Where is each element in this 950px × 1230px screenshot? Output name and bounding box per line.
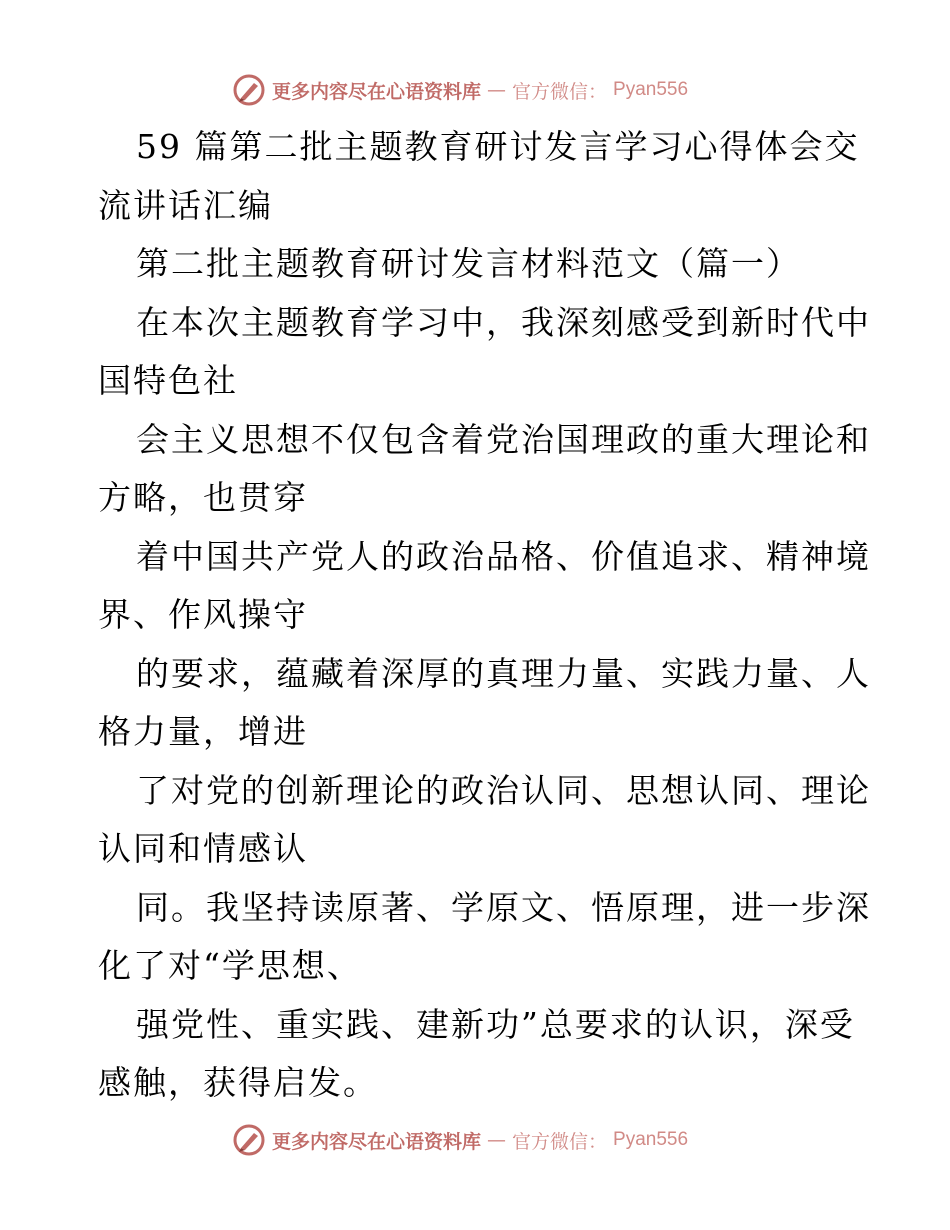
text-line: 第二批主题教育研讨发言材料范文（篇一） [136,244,801,283]
header-watermark [232,70,752,110]
text-line: 认同和情感认 [98,829,308,868]
text-line: 国特色社 [98,361,238,400]
text-line: 会主义思想不仅包含着党治国理政的重大理论和 [136,419,871,459]
watermark-dash: — [487,1129,507,1151]
watermark-main-text: 更多内容尽在心语资料库 [272,1130,482,1153]
text-line: 化了对“学思想、 [98,946,362,985]
footer-watermark [232,1120,752,1160]
watermark-wechat-id: Pyan556 [613,79,689,100]
document-body [98,118,871,1113]
watermark-sub-text: 官方微信： [512,1130,608,1153]
text-line: 方略，也贯穿 [98,478,308,517]
text-line: 在本次主题教育学习中，我深刻感受到新时代中 [136,302,871,342]
watermark-sub-text: 官方微信： [512,80,608,103]
text-line: 的要求，蕴藏着深厚的真理力量、实践力量、人 [136,653,871,693]
text-line: 流讲话汇编 [98,185,273,225]
pen-logo-icon [232,73,266,107]
text-line: 界、作风操守 [98,595,308,634]
watermark-dash: — [487,79,507,101]
watermark-main-text: 更多内容尽在心语资料库 [272,80,482,103]
text-line: 了对党的创新理论的政治认同、思想认同、理论 [136,770,871,810]
text-line: 59 篇第二批主题教育研讨发言学习心得体会交 [136,127,860,166]
text-line: 感触，获得启发。 [98,1063,378,1102]
text-line: 同。我坚持读原著、学原文、悟原理，进一步深 [136,887,871,927]
pen-logo-icon [232,1123,266,1157]
text-line: 格力量，增进 [98,712,308,751]
text-line: 强党性、重实践、建新功”总要求的认识，深受 [136,1004,855,1044]
watermark-wechat-id: Pyan556 [613,1129,689,1150]
text-line: 着中国共产党人的政治品格、价值追求、精神境 [136,536,871,576]
